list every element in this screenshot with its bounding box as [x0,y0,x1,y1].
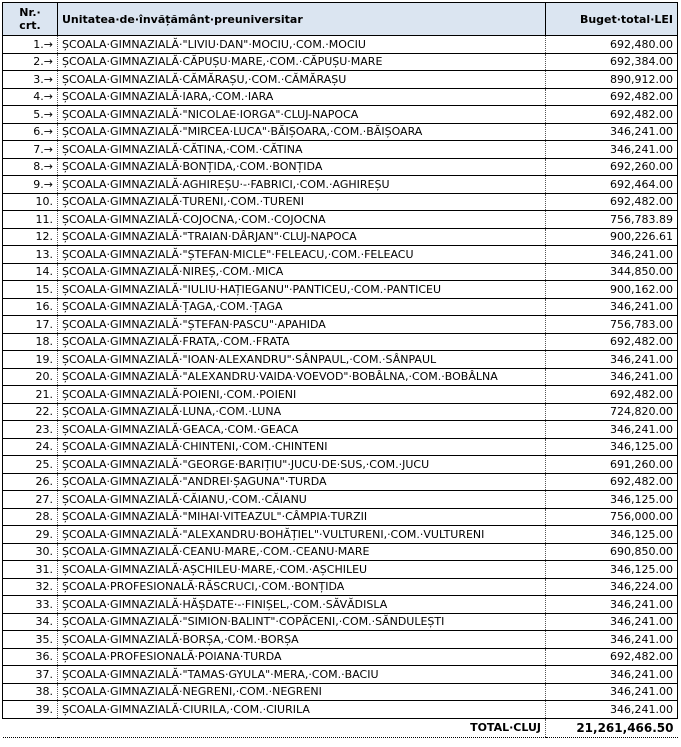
table-row [3,438,678,456]
row-number: 27. [3,491,58,509]
row-number: 18. [3,333,58,351]
budget-value: 900,162.00 [546,281,678,299]
row-number: 4.→ [3,88,58,106]
school-name: ȘCOALA·GIMNAZIALĂ·CEANU·MARE,·COM.·CEANU·MARE [58,543,546,561]
school-name: ȘCOALA·GIMNAZIALĂ·AGHIREȘU·-·FABRICI,·COM.·AGHIREȘU [58,176,546,194]
table-row [3,36,678,54]
school-name: ȘCOALA·GIMNAZIALĂ·GEACA,·COM.·GEACA [58,421,546,439]
table-row [3,543,678,561]
school-name: ȘCOALA·GIMNAZIALĂ·HĂȘDATE·-·FINIȘEL,·COM.·SĂVĂDISLA [58,596,546,614]
row-number: 20. [3,368,58,386]
budget-value: 346,241.00 [546,123,678,141]
budget-value: 900,226.61 [546,228,678,246]
budget-value: 346,241.00 [546,596,678,614]
row-number: 23. [3,421,58,439]
school-name: ȘCOALA·GIMNAZIALĂ·BONȚIDA,·COM.·BONȚIDA [58,158,546,176]
row-number: 19. [3,351,58,369]
table-row [3,71,678,89]
budget-value: 692,482.00 [546,106,678,124]
school-name: ȘCOALA·GIMNAZIALĂ·NEGRENI,·COM.·NEGRENI [58,683,546,701]
table-row [3,683,678,701]
budget-value: 346,241.00 [546,298,678,316]
table-row [3,631,678,649]
budget-value: 346,241.00 [546,613,678,631]
row-number: 7.→ [3,141,58,159]
budget-value: 346,241.00 [546,631,678,649]
school-name: ȘCOALA·GIMNAZIALĂ·"MIRCEA·LUCA"·BĂIȘOARA,·COM.·BĂIȘOARA [58,123,546,141]
budget-value: 890,912.00 [546,71,678,89]
table-row [3,473,678,491]
budget-value: 346,241.00 [546,421,678,439]
school-name: ȘCOALA·GIMNAZIALĂ·CĂPUȘU·MARE,·COM.·CĂPUȘU·MARE [58,53,546,71]
budget-value: 690,850.00 [546,543,678,561]
table-row [3,88,678,106]
row-number: 12. [3,228,58,246]
budget-value: 346,125.00 [546,526,678,544]
school-name: ȘCOALA·GIMNAZIALĂ·POIENI,·COM.·POIENI [58,386,546,404]
school-name: ȘCOALA·GIMNAZIALĂ·"IULIU·HAȚIEGANU"·PANTICEU,·COM.·PANTICEU [58,281,546,299]
table-row [3,193,678,211]
row-number: 28. [3,508,58,526]
table-row [3,211,678,229]
budget-value: 346,241.00 [546,368,678,386]
row-number: 25. [3,456,58,474]
row-number: 5.→ [3,106,58,124]
header-row [3,3,678,36]
table-row [3,176,678,194]
row-number: 30. [3,543,58,561]
budget-value: 756,783.00 [546,316,678,334]
row-number: 8.→ [3,158,58,176]
school-name: ȘCOALA·GIMNAZIALĂ·"MIHAI·VITEAZUL"·CÂMPIA·TURZII [58,508,546,526]
budget-value: 692,482.00 [546,386,678,404]
school-name: ȘCOALA·GIMNAZIALĂ·"ANDREI·ȘAGUNA"·TURDA [58,473,546,491]
row-number: 6.→ [3,123,58,141]
table-row [3,701,678,719]
budget-value: 346,241.00 [546,701,678,719]
row-number: 35. [3,631,58,649]
school-name: ȘCOALA·GIMNAZIALĂ·"IOAN·ALEXANDRU"·SÂNPAUL,·COM.·SÂNPAUL [58,351,546,369]
row-number: 10. [3,193,58,211]
table-row [3,561,678,579]
school-name: ȘCOALA·GIMNAZIALĂ·CHINTENI,·COM.·CHINTENI [58,438,546,456]
table-row [3,666,678,684]
table-row [3,596,678,614]
table-row [3,123,678,141]
table-row [3,613,678,631]
table-row [3,298,678,316]
table-row [3,386,678,404]
school-name: ȘCOALA·GIMNAZIALĂ·"TAMAS·GYULA"·MERA,·COM.·BACIU [58,666,546,684]
budget-value: 692,482.00 [546,88,678,106]
row-number: 3.→ [3,71,58,89]
school-name: ȘCOALA·PROFESIONALĂ·POIANA·TURDA [58,648,546,666]
row-number: 36. [3,648,58,666]
school-name: ȘCOALA·GIMNAZIALĂ·LUNA,·COM.·LUNA [58,403,546,421]
row-number: 1.→ [3,36,58,54]
row-number: 37. [3,666,58,684]
budget-value: 724,820.00 [546,403,678,421]
header-nr-crt [3,3,58,36]
school-name: ȘCOALA·GIMNAZIALĂ·"LIVIU·DAN"·MOCIU,·COM.·MOCIU [58,36,546,54]
row-number: 15. [3,281,58,299]
budget-value: 346,241.00 [546,666,678,684]
table-row [3,403,678,421]
table-row [3,53,678,71]
row-number: 31. [3,561,58,579]
budget-value: 691,260.00 [546,456,678,474]
budget-value: 692,384.00 [546,53,678,71]
table-row [3,158,678,176]
budget-value: 346,241.00 [546,246,678,264]
row-number: 26. [3,473,58,491]
table-row [3,281,678,299]
row-number: 14. [3,263,58,281]
school-name: ȘCOALA·GIMNAZIALĂ·COJOCNA,·COM.·COJOCNA [58,211,546,229]
row-number: 2.→ [3,53,58,71]
row-number: 16. [3,298,58,316]
row-number: 9.→ [3,176,58,194]
budget-value: 344,850.00 [546,263,678,281]
row-number: 22. [3,403,58,421]
table-row [3,578,678,596]
school-name: ȘCOALA·GIMNAZIALĂ·NIREȘ,·COM.·MICA [58,263,546,281]
school-name: ȘCOALA·GIMNAZIALĂ·"SIMION·BALINT"·COPĂCENI,·COM.·SĂNDULEȘTI [58,613,546,631]
table-row [3,316,678,334]
budget-value: 346,241.00 [546,141,678,159]
school-name: ȘCOALA·GIMNAZIALĂ·BORȘA,·COM.·BORȘA [58,631,546,649]
school-name: ȘCOALA·GIMNAZIALĂ·"NICOLAE·IORGA"·CLUJ-NAPOCA [58,106,546,124]
table-row [3,368,678,386]
table-row [3,648,678,666]
budget-value: 346,241.00 [546,683,678,701]
budget-value: 346,241.00 [546,351,678,369]
school-name: ȘCOALA·GIMNAZIALĂ·"ȘTEFAN·PASCU"·APAHIDA [58,316,546,334]
table-row [3,526,678,544]
school-name: ȘCOALA·GIMNAZIALĂ·"ALEXANDRU·BOHĂȚIEL"·VULTURENI,·COM.·VULTURENI [58,526,546,544]
school-name: ȘCOALA·GIMNAZIALĂ·ȚAGA,·COM.·ȚAGA [58,298,546,316]
header-unit-name: Unitatea·de·învățământ·preuniversitar [58,3,546,36]
row-number: 11. [3,211,58,229]
budget-table [2,2,678,738]
row-number: 17. [3,316,58,334]
budget-value: 692,482.00 [546,648,678,666]
table-row [3,333,678,351]
table-row [3,491,678,509]
row-number: 21. [3,386,58,404]
row-number: 13. [3,246,58,264]
table-row [3,263,678,281]
row-number: 34. [3,613,58,631]
table-row [3,141,678,159]
budget-value: 692,482.00 [546,193,678,211]
row-number: 33. [3,596,58,614]
school-name: ȘCOALA·GIMNAZIALĂ·AȘCHILEU·MARE,·COM.·AȘCHILEU [58,561,546,579]
table-row [3,228,678,246]
budget-value: 346,125.00 [546,438,678,456]
school-name: ȘCOALA·GIMNAZIALĂ·FRATA,·COM.·FRATA [58,333,546,351]
table-row [3,351,678,369]
school-name: ȘCOALA·GIMNAZIALĂ·"GEORGE·BARIȚIU"·JUCU·DE·SUS,·COM.·JUCU [58,456,546,474]
budget-value: 346,125.00 [546,561,678,579]
school-name: ȘCOALA·GIMNAZIALĂ·TURENI,·COM.·TURENI [58,193,546,211]
table-row [3,246,678,264]
budget-value: 692,482.00 [546,473,678,491]
header-nr-line1: Nr.· [19,6,41,19]
school-name: ȘCOALA·GIMNAZIALĂ·"TRAIAN·DÂRJAN"·CLUJ-NAPOCA [58,228,546,246]
budget-value: 756,000.00 [546,508,678,526]
budget-value: 692,260.00 [546,158,678,176]
table-row [3,421,678,439]
budget-value: 692,464.00 [546,176,678,194]
row-number: 38. [3,683,58,701]
row-number: 39. [3,701,58,719]
school-name: ȘCOALA·GIMNAZIALĂ·CIURILA,·COM.·CIURILA [58,701,546,719]
header-budget-total: Buget·total·LEI [546,3,678,36]
total-row [3,718,678,737]
table-row [3,456,678,474]
row-number: 29. [3,526,58,544]
total-label: TOTAL·CLUJ [3,718,546,737]
budget-value: 692,480.00 [546,36,678,54]
budget-value: 756,783.89 [546,211,678,229]
header-nr-line2: crt. [19,19,41,32]
row-number: 32. [3,578,58,596]
school-name: ȘCOALA·GIMNAZIALĂ·"ȘTEFAN·MICLE"·FELEACU,·COM.·FELEACU [58,246,546,264]
budget-value: 346,125.00 [546,491,678,509]
school-name: ȘCOALA·GIMNAZIALĂ·CĂMĂRAȘU,·COM.·CĂMĂRAȘU [58,71,546,89]
school-name: ȘCOALA·GIMNAZIALĂ·IARA,·COM.·IARA [58,88,546,106]
row-number: 24. [3,438,58,456]
school-name: ȘCOALA·PROFESIONALĂ·RĂSCRUCI,·COM.·BONȚIDA [58,578,546,596]
budget-value: 346,224.00 [546,578,678,596]
budget-value: 692,482.00 [546,333,678,351]
table-row [3,508,678,526]
school-name: ȘCOALA·GIMNAZIALĂ·"ALEXANDRU·VAIDA·VOEVOD"·BOBÂLNA,·COM.·BOBÂLNA [58,368,546,386]
school-name: ȘCOALA·GIMNAZIALĂ·CĂTINA,·COM.·CĂTINA [58,141,546,159]
total-value: 21,261,466.50 [546,718,678,737]
school-name: ȘCOALA·GIMNAZIALĂ·CĂIANU,·COM.·CĂIANU [58,491,546,509]
table-row [3,106,678,124]
